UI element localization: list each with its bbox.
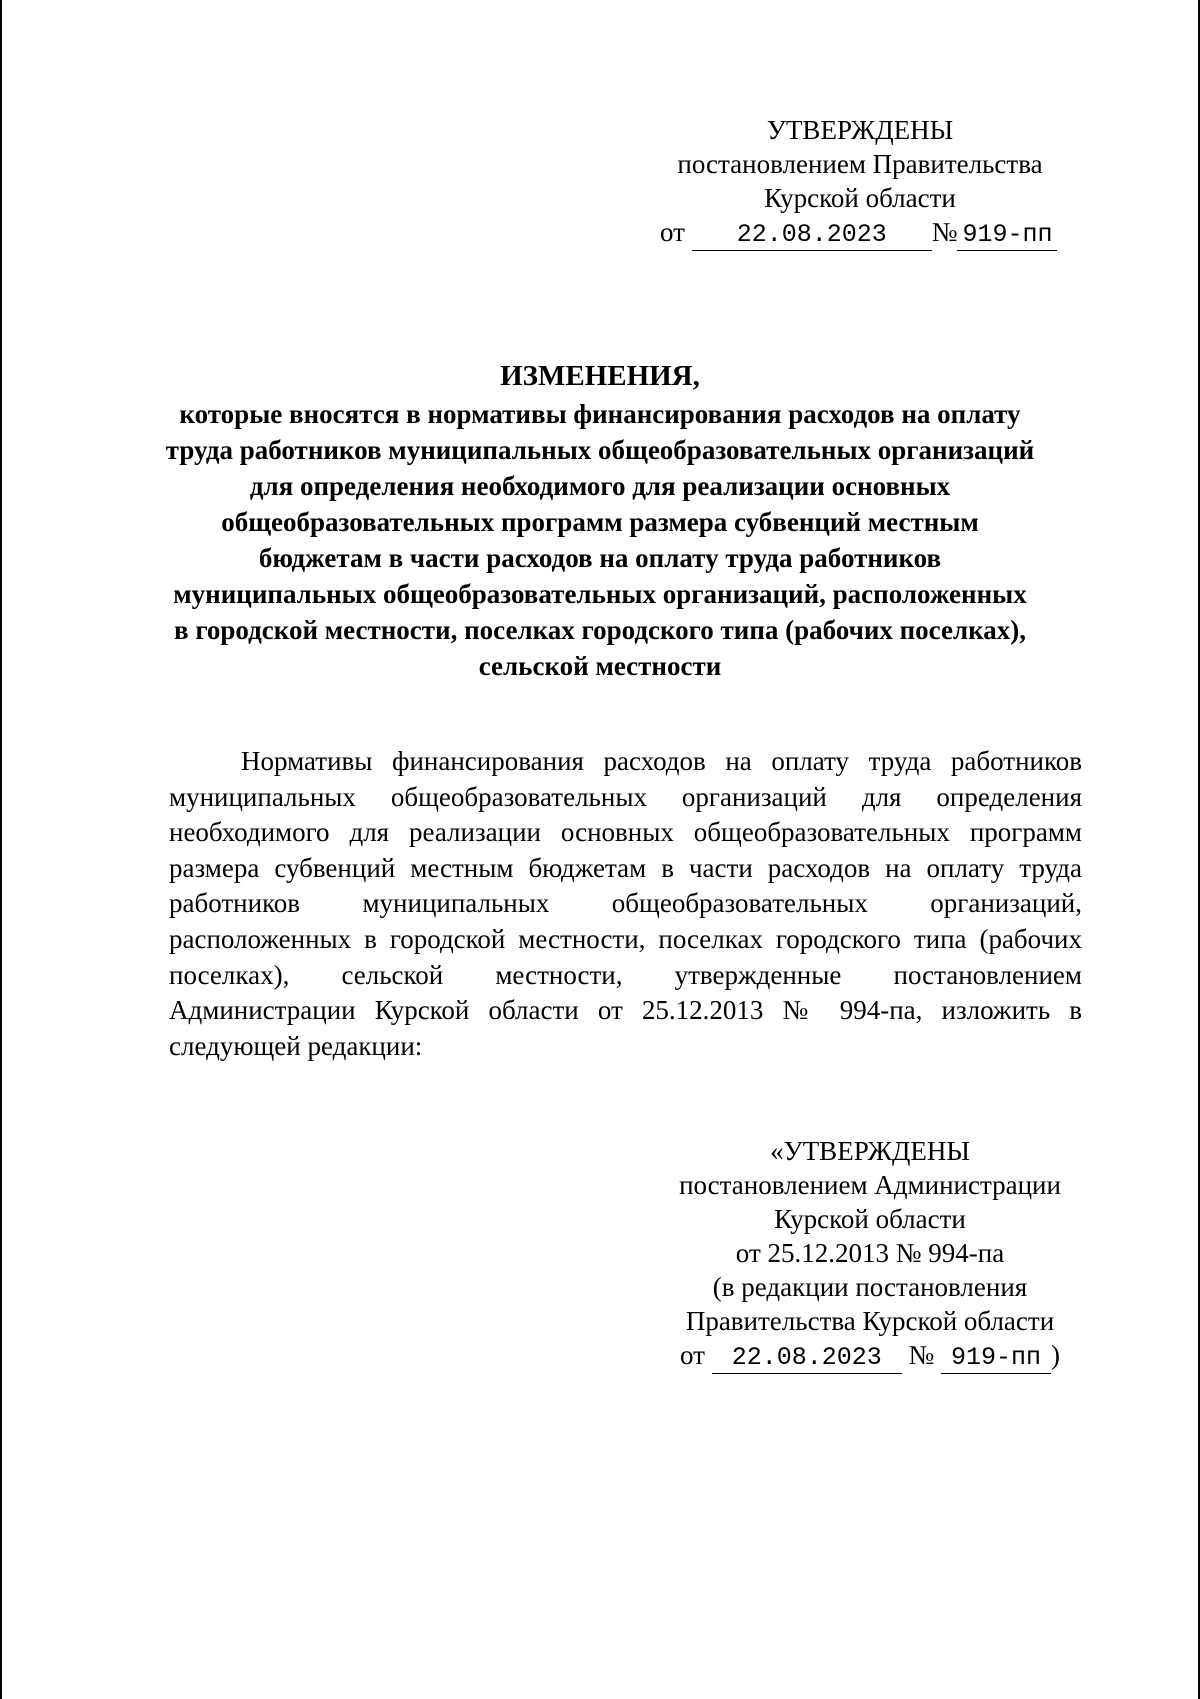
page-left-border bbox=[0, 0, 2, 1699]
approval-block bbox=[660, 113, 1060, 251]
new-approval-number-prefix: № bbox=[908, 1340, 935, 1370]
title-line: в городской местности, поселках городского типа (рабочих поселках), bbox=[173, 615, 1027, 645]
new-approval-line-1: постановлением Администрации bbox=[679, 1170, 1061, 1200]
body-paragraph: Нормативы финансирования расходов на оплату труда работников муниципальных общеобразовательных организаций для определения необходимого для реализации основных общеобразовательных программ размера субвенций местным бюджетам в части расходов на оплату труда работников муниципальных общеобразовательных организаций, расположенных в городской местности, поселках городского типа (рабочих поселках), сельской местности, утвержденные постановлением Администрации Курской области от 25.12.2013 № 994-па, изложить в следующей редакции: bbox=[169, 746, 1082, 1061]
title-line: сельской местности bbox=[478, 651, 722, 681]
title-line: для определения необходимого для реализации основных bbox=[249, 471, 951, 501]
title-line: общеобразовательных программ размера субвенций местным bbox=[221, 507, 979, 537]
new-approval-line-3: от 25.12.2013 № 994-па bbox=[735, 1238, 1005, 1268]
title-heading: ИЗМЕНЕНИЯ, bbox=[500, 360, 700, 392]
new-approval-heading: «УТВЕРЖДЕНЫ bbox=[770, 1136, 970, 1166]
approval-heading: УТВЕРЖДЕНЫ bbox=[766, 115, 954, 145]
approval-number: 919-пп bbox=[957, 220, 1057, 251]
new-approval-from-prefix: от bbox=[680, 1340, 705, 1370]
new-approval-date-line bbox=[660, 1338, 1080, 1374]
new-approval-line-2: Курской области bbox=[774, 1204, 966, 1234]
approval-date-line bbox=[660, 215, 1060, 251]
document-title bbox=[150, 358, 1050, 684]
title-line: бюджетам в части расходов на оплату труда работников bbox=[258, 543, 942, 573]
approval-line-2: Курской области bbox=[764, 183, 956, 213]
approval-number-prefix: № bbox=[931, 217, 958, 247]
title-line: муниципальных общеобразовательных организаций, расположенных bbox=[173, 579, 1027, 609]
new-approval-number: 919-пп bbox=[941, 1343, 1051, 1374]
approval-date: 22.08.2023 bbox=[692, 220, 932, 251]
new-approval-block bbox=[660, 1134, 1080, 1374]
new-approval-date: 22.08.2023 bbox=[712, 1343, 902, 1374]
new-approval-closing: ) bbox=[1050, 1340, 1060, 1370]
new-approval-line-4: (в редакции постановления bbox=[712, 1272, 1028, 1302]
approval-from-prefix: от bbox=[660, 217, 685, 247]
title-line: которые вносятся в нормативы финансирования расходов на оплату bbox=[179, 399, 1021, 429]
title-line: труда работников муниципальных общеобразовательных организаций bbox=[165, 435, 1035, 465]
approval-line-1: постановлением Правительства bbox=[677, 149, 1043, 179]
new-approval-line-5: Правительства Курской области bbox=[685, 1306, 1055, 1336]
